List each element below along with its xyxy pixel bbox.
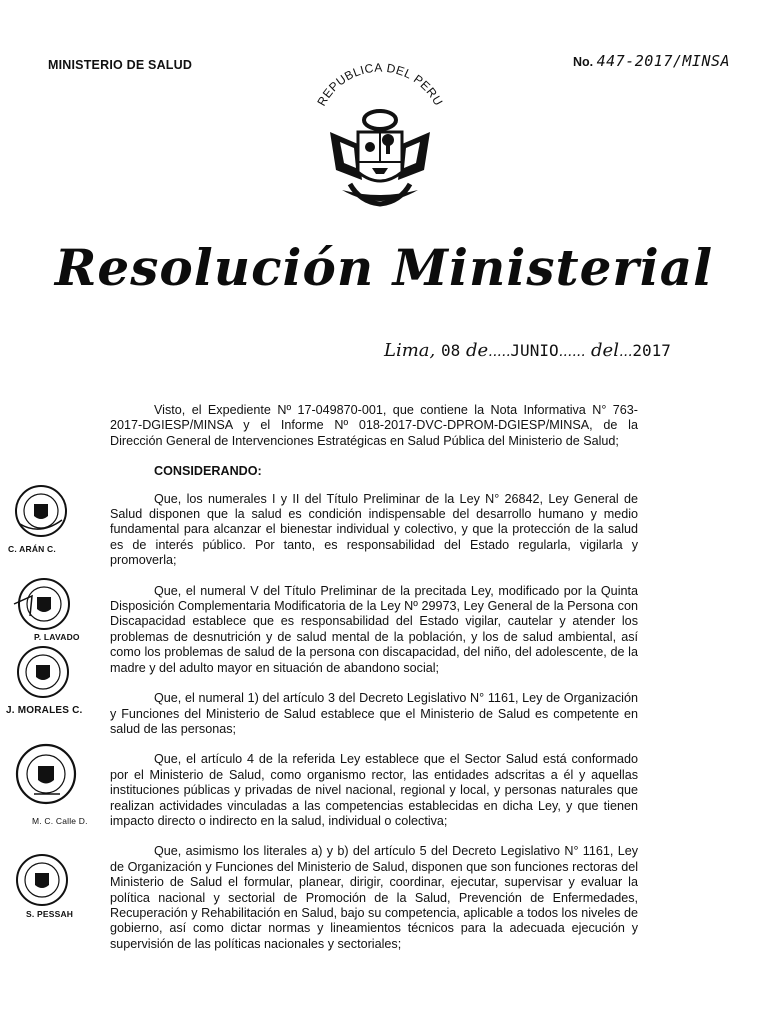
date-line: Lima, 08 de.....JUNIO...... del...2017 [384,340,671,361]
considerando-heading: CONSIDERANDO: [154,464,262,479]
seal-signature-label: P. LAVADO [34,632,80,642]
approval-seal-icon [10,852,72,910]
seal-signature-label: C. ARÁN C. [8,544,56,554]
approval-seal-icon [10,484,72,542]
date-year: 2017 [632,341,671,360]
paragraph-considerando-2: Que, el numeral V del Título Preliminar de la precitada Ley, modificado por la Quinta Disposición Complementaria Modificatoria de la Ley Nº 29973, Ley General de la Persona con Discapacidad establece que es responsabilidad del Estado vigilar, cautelar y atender los problemas de desnutrición y de salud mental de la población, y los de salud ambiental, así como los problemas de salud de la persona con discapacidad, del niño, del adolescente, de la madre y del adulto mayor en situación de abandono social; [110,583,638,675]
paragraph-considerando-4: Que, el artículo 4 de la referida Ley establece que el Sector Salud está conformado por el Ministerio de Salud, como organismo rector, las entidades adscritas a él y aquellas instituciones públicas y privadas de nivel nacional, regional y local, y personas naturales que realizan actividades vinculadas a las competencias establecidas en dicha Ley, y que tienen impacto directo o indirecto en la salud, individual o colectiva; [110,752,638,828]
date-del-label: del [591,340,619,361]
date-day: 08 [440,341,461,360]
date-de-label: de [465,340,489,361]
paragraph-considerando-5: Que, asimismo los literales a) y b) del artículo 5 del Decreto Legislativo N° 1161, Ley de Organización y Funciones del Ministerio de Salud, disponen que son funciones rectoras del Ministerio de Salud el formular, planear, dirigir, coordinar, ejecutar, supervisar y evaluar la política nacional y sectorial de Promoción de la Salud, Prevención de Enfermedades, Recuperación y Rehabilitación en Salud, bajo su competencia, aplicable a todos los niveles de gobierno, así como dictar normas y lineamientos técnicos para la adecuada ejecución y supervisión de las políticas nacionales y sectoriales; [110,844,638,951]
number-prefix: No. [573,55,594,69]
paragraph-considerando-3: Que, el numeral 1) del artículo 3 del Decreto Legislativo N° 1161, Ley de Organización y Funciones del Ministerio de Salud establece que el Ministerio de Salud es competente en salud de las personas; [110,691,638,736]
seal-signature-label: S. PESSAH [26,909,74,919]
document-body [110,403,638,967]
approval-seal-icon [10,576,72,634]
svg-text:REPUBLICA DEL PERU [314,62,445,108]
resolution-number [573,52,730,70]
number-value: 447-2017/MINSA [596,52,731,70]
ministry-name: MINISTERIO DE SALUD [48,58,193,72]
date-month: JUNIO [510,341,559,360]
seal-signature-label: J. MORALES C. [6,705,83,716]
document-title: Resolución Ministerial [54,238,714,297]
approval-seal-icon [10,742,80,808]
seal-signature-label: M. C. Calle D. [32,816,88,826]
peru-coat-of-arms-emblem [300,62,460,222]
paragraph-visto: Visto, el Expediente Nº 17-049870-001, que contiene la Nota Informativa N° 763-2017-DGIESP/MINSA y el Informe Nº 018-2017-DVC-DPROM-DGIESP/MINSA, de la Dirección General de Intervenciones Estratégicas en Salud Pública del Ministerio de Salud; [110,403,638,448]
emblem-arc-text: REPUBLICA DEL PERU [314,62,446,109]
date-city: Lima, [384,340,436,361]
paragraph-considerando-1: Que, los numerales I y II del Título Preliminar de la Ley N° 26842, Ley General de Salud disponen que la salud es condición indispensable del desarrollo humano y medio fundamental para alcanzar el bienestar individual y colectivo, y que la protección de la salud es de interés público. Por tanto, es responsabilidad del Estado regularla, vigilarla y promoverla; [110,491,638,568]
approval-seal-icon [10,644,72,702]
